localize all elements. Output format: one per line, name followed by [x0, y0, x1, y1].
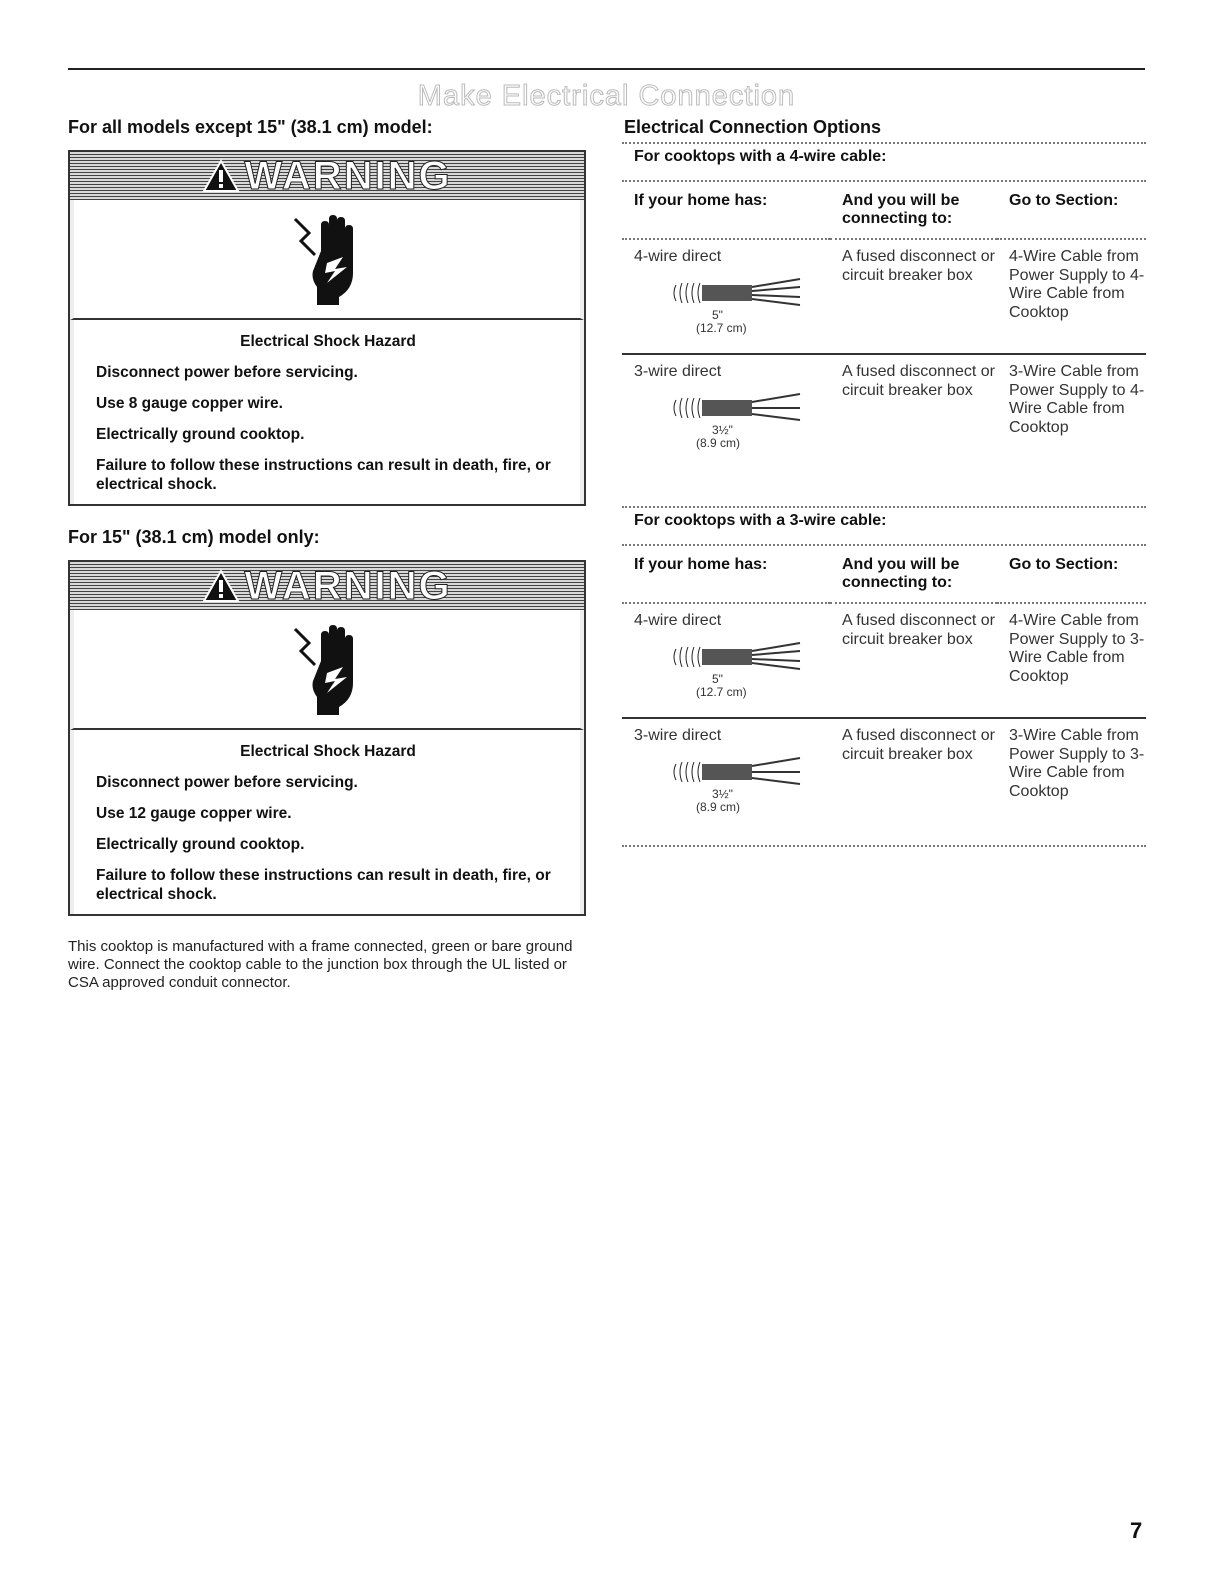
- table-row: [622, 718, 1146, 845]
- warning-text: [70, 730, 584, 914]
- shock-icon-area: [70, 200, 584, 320]
- cable-length-cm: (12.7 cm): [696, 320, 747, 335]
- col-header-connect: And you will be connecting to:: [842, 192, 960, 227]
- warning-line: Failure to follow these instructions can result in death, fire, or electrical shock.: [96, 457, 551, 493]
- hazard-title: Electrical Shock Hazard: [240, 743, 416, 760]
- warning-signal-word: WARNING: [244, 153, 452, 198]
- table-row: [622, 354, 1146, 481]
- cable-length: 5": [712, 671, 723, 686]
- cable-strip-icon: [672, 756, 802, 788]
- options-block-3wire: [622, 506, 1146, 847]
- cable-strip-icon: [672, 641, 802, 673]
- warning-signal-word: WARNING: [244, 563, 452, 608]
- cable-strip-icon: [672, 277, 802, 309]
- body-paragraph: This cooktop is manufactured with a frame connected, green or bare ground wire. Connect the cooktop cable to the junction box through the UL listed or CSA approved conduit connector.: [68, 938, 573, 991]
- connect-cell: A fused disconnect or circuit breaker box: [842, 612, 995, 648]
- connect-cell: A fused disconnect or circuit breaker box: [842, 363, 995, 399]
- connect-cell: A fused disconnect or circuit breaker box: [842, 727, 995, 763]
- heading-all-models: For all models except 15" (38.1 cm) model:: [68, 117, 433, 137]
- col-header-section: Go to Section:: [1009, 556, 1119, 573]
- options-heading: Electrical Connection Options: [624, 117, 882, 137]
- electrical-shock-hand-icon: [287, 211, 367, 307]
- warning-triangle-icon: [202, 159, 240, 193]
- cable-length: 5": [712, 307, 723, 322]
- warning-text: [70, 320, 584, 504]
- hazard-title: Electrical Shock Hazard: [240, 333, 416, 350]
- section-cell: 3-Wire Cable from Power Supply to 4-Wire Cable from Cooktop: [1009, 363, 1145, 436]
- warning-box-2: [68, 560, 586, 916]
- connect-cell: A fused disconnect or circuit breaker box: [842, 248, 995, 284]
- warning-line: Disconnect power before servicing.: [96, 364, 358, 381]
- warning-line: Disconnect power before servicing.: [96, 774, 358, 791]
- warning-triangle-icon: [202, 569, 240, 603]
- warning-line: Use 12 gauge copper wire.: [96, 805, 292, 822]
- cable-length-cm: (8.9 cm): [696, 799, 741, 814]
- table-row: [622, 239, 1146, 354]
- col-header-section: Go to Section:: [1009, 192, 1119, 209]
- shock-icon-area: [70, 610, 584, 730]
- page-title: Make Electrical Connection: [417, 80, 796, 112]
- table-row: [622, 603, 1146, 718]
- heading-15-model: For 15" (38.1 cm) model only:: [68, 527, 320, 547]
- col-header-home: If your home has:: [634, 192, 768, 209]
- col-header-connect: And you will be connecting to:: [842, 556, 960, 591]
- warning-banner: [70, 562, 584, 610]
- home-cell: 3-wire direct: [634, 363, 722, 380]
- block-title: For cooktops with a 4-wire cable:: [634, 148, 887, 165]
- options-table: [622, 546, 1146, 845]
- cable-length: 3½": [712, 422, 733, 437]
- section-cell: 3-Wire Cable from Power Supply to 3-Wire Cable from Cooktop: [1009, 727, 1145, 800]
- col-header-home: If your home has:: [634, 556, 768, 573]
- warning-line: Failure to follow these instructions can result in death, fire, or electrical shock.: [96, 867, 551, 903]
- options-block-4wire: [622, 142, 1146, 481]
- warning-line: Electrically ground cooktop.: [96, 426, 305, 443]
- section-cell: 4-Wire Cable from Power Supply to 3-Wire Cable from Cooktop: [1009, 612, 1145, 685]
- warning-line: Use 8 gauge copper wire.: [96, 395, 283, 412]
- cable-strip-icon: [672, 392, 802, 424]
- top-rule: [68, 68, 1145, 70]
- section-cell: 4-Wire Cable from Power Supply to 4-Wire Cable from Cooktop: [1009, 248, 1145, 321]
- warning-box-1: [68, 150, 586, 506]
- warning-banner: [70, 152, 584, 200]
- cable-length-cm: (12.7 cm): [696, 684, 747, 699]
- home-cell: 4-wire direct: [634, 248, 722, 265]
- home-cell: 3-wire direct: [634, 727, 722, 744]
- block-title: For cooktops with a 3-wire cable:: [634, 512, 887, 529]
- electrical-shock-hand-icon: [287, 621, 367, 717]
- warning-line: Electrically ground cooktop.: [96, 836, 305, 853]
- page-number: 7: [1130, 1518, 1143, 1543]
- home-cell: 4-wire direct: [634, 612, 722, 629]
- cable-length: 3½": [712, 786, 733, 801]
- cable-length-cm: (8.9 cm): [696, 435, 741, 450]
- options-table: [622, 182, 1146, 481]
